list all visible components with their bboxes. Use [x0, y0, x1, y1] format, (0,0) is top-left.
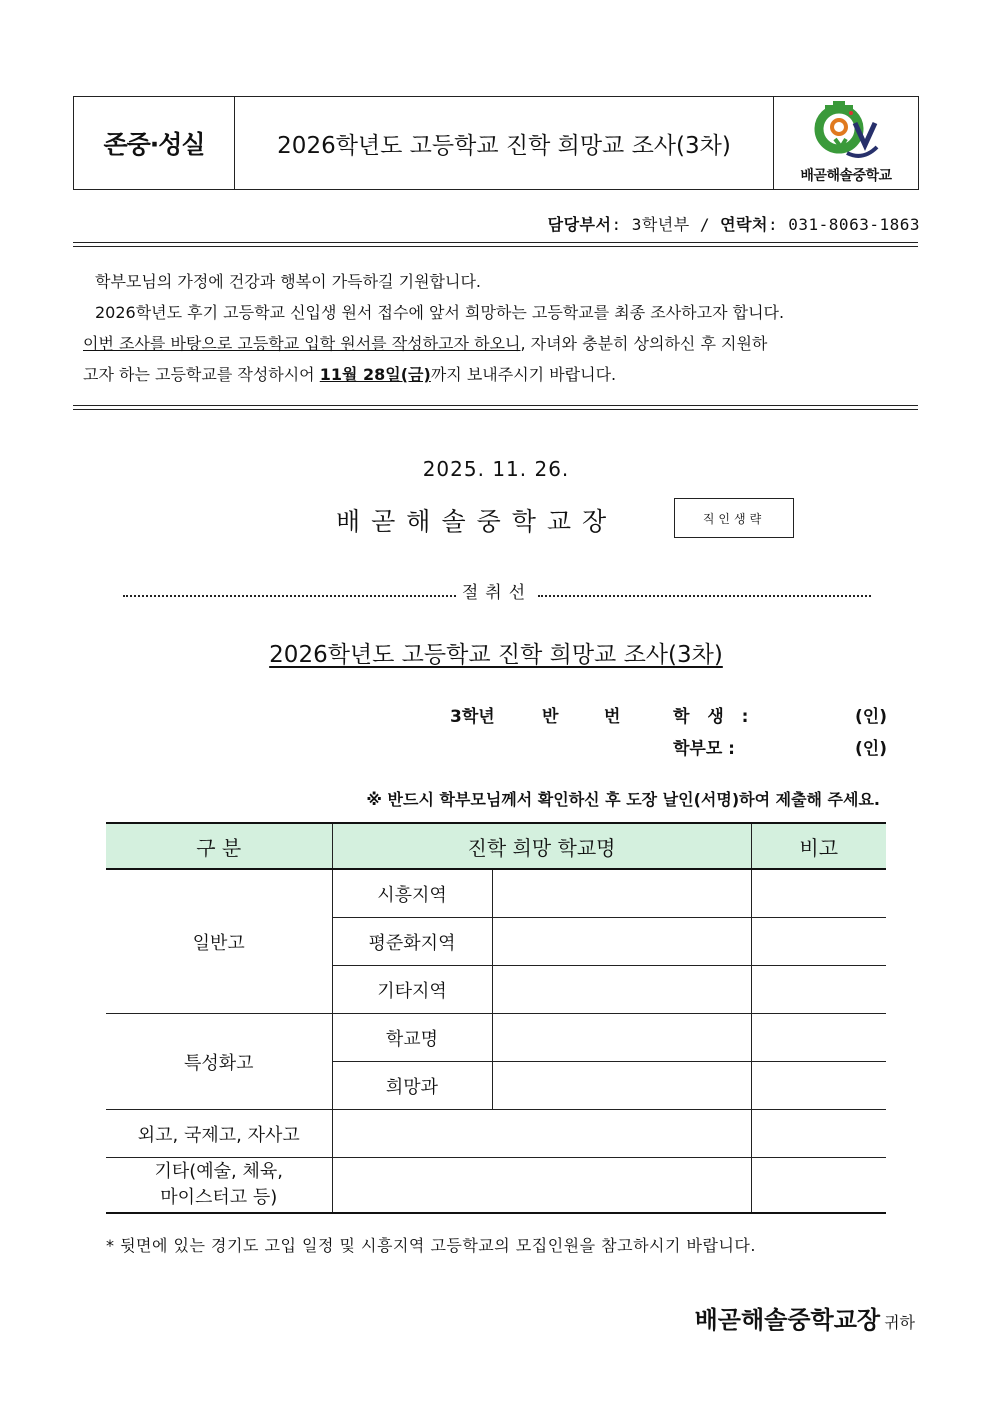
student-seal: (인) — [855, 707, 887, 727]
intro-line-4-post: 까지 보내주시기 바랍니다. — [430, 365, 617, 384]
region-equalized: 평준화지역 — [332, 918, 492, 966]
header-school-name: 진학 희망 학교명 — [332, 823, 751, 869]
input-other-region-remarks[interactable] — [751, 966, 886, 1014]
table-row — [106, 869, 886, 918]
phone-value: : 031-8063-1863 — [768, 215, 920, 234]
special-school-name-label: 학교명 — [332, 1014, 492, 1062]
table-row — [106, 1014, 886, 1062]
cut-line-label: 절취선 — [461, 583, 533, 603]
footnote: * 뒷면에 있는 경기도 고입 일정 및 시흥지역 고등학교의 모집인원을 참고하시기 바랍니다. — [106, 1236, 756, 1255]
intro-line-3 — [83, 328, 908, 359]
number-label: 번 — [604, 707, 621, 727]
parent-label: 학부모 : — [673, 739, 735, 759]
input-other-region-school[interactable] — [492, 966, 751, 1014]
cut-line — [117, 578, 877, 603]
input-foreign-school[interactable] — [332, 1110, 751, 1158]
principal-name: 배곧해솔중학교장 — [336, 507, 618, 536]
school-emblem-icon — [811, 101, 881, 163]
logo-school-name: 배곧해솔중학교 — [800, 168, 892, 184]
addressee — [695, 1300, 915, 1335]
input-other-school[interactable] — [332, 1158, 751, 1214]
input-special-school[interactable] — [492, 1014, 751, 1062]
dept-value: : 3학년부 / — [611, 215, 721, 234]
divider-top — [73, 242, 918, 247]
dept-label: 담당부서 — [547, 215, 612, 234]
cut-dots-right — [538, 585, 871, 597]
input-special-school-remarks[interactable] — [751, 1014, 886, 1062]
specialized-high-label: 특성화고 — [106, 1014, 332, 1110]
deadline-date: 11월 28일(금) — [319, 365, 431, 384]
school-logo — [774, 97, 918, 189]
intro-line-1: 학부모님의 가정에 건강과 행복이 가득하길 기원합니다. — [95, 272, 482, 291]
table-header-row — [106, 823, 886, 869]
other-label-line-1: 기타(예술, 체육, — [154, 1161, 283, 1182]
seal-omitted-box: 직인생략 — [674, 498, 794, 538]
input-desired-department-remarks[interactable] — [751, 1062, 886, 1110]
phone-label: 연락처 — [720, 215, 768, 234]
input-other-remarks[interactable] — [751, 1158, 886, 1214]
input-foreign-remarks[interactable] — [751, 1110, 886, 1158]
addressee-suffix: 귀하 — [884, 1313, 915, 1332]
header-box — [73, 96, 919, 190]
header-remarks: 비고 — [751, 823, 886, 869]
school-motto: 존중·성실 — [74, 97, 235, 189]
intro-text — [83, 266, 908, 390]
input-equalized-school[interactable] — [492, 918, 751, 966]
foreign-international-label: 외고, 국제고, 자사고 — [106, 1110, 332, 1158]
intro-underlined-text: 이번 조사를 바탕으로 고등학교 입학 원서를 작성하고자 하오니 — [83, 334, 521, 353]
input-equalized-remarks[interactable] — [751, 918, 886, 966]
other-school-label — [106, 1158, 332, 1214]
document-title: 2026학년도 고등학교 진학 희망교 조사(3차) — [235, 97, 774, 189]
input-desired-department[interactable] — [492, 1062, 751, 1110]
other-label-line-2: 마이스터고 등) — [160, 1187, 278, 1208]
issue-date: 2025. 11. 26. — [422, 457, 570, 481]
header-category: 구 분 — [106, 823, 332, 869]
grade-label: 3학년 — [450, 707, 495, 727]
intro-line-2: 2026학년도 후기 고등학교 신입생 원서 접수에 앞서 희망하는 고등학교를 최종 조사하고자 합니다. — [95, 303, 785, 322]
addressee-name: 배곧해솔중학교장 — [694, 1306, 881, 1334]
class-label: 반 — [542, 707, 559, 727]
intro-line-4 — [83, 359, 908, 390]
cut-dots-left — [123, 585, 456, 597]
intro-line-4-pre: 고자 하는 고등학교를 작성하시어 — [83, 365, 320, 384]
general-high-label: 일반고 — [106, 869, 332, 1014]
intro-line-3-rest: , 자녀와 충분히 상의하신 후 지원하 — [520, 334, 768, 353]
table-row — [106, 1158, 886, 1214]
contact-line — [548, 212, 920, 235]
school-preference-table — [106, 822, 886, 1214]
desired-department-label: 희망과 — [332, 1062, 492, 1110]
student-label: 학 생 : — [673, 707, 755, 727]
input-siheung-school[interactable] — [492, 869, 751, 918]
table-row — [106, 1110, 886, 1158]
submission-notice: ※ 반드시 학부모님께서 확인하신 후 도장 날인(서명)하여 제출해 주세요. — [366, 790, 880, 809]
form-title-text: 2026학년도 고등학교 진학 희망교 조사(3차) — [269, 642, 723, 668]
divider-bottom — [73, 405, 918, 410]
form-title — [0, 636, 992, 669]
input-siheung-remarks[interactable] — [751, 869, 886, 918]
parent-seal: (인) — [855, 739, 887, 759]
region-siheung: 시흥지역 — [332, 869, 492, 918]
region-other: 기타지역 — [332, 966, 492, 1014]
